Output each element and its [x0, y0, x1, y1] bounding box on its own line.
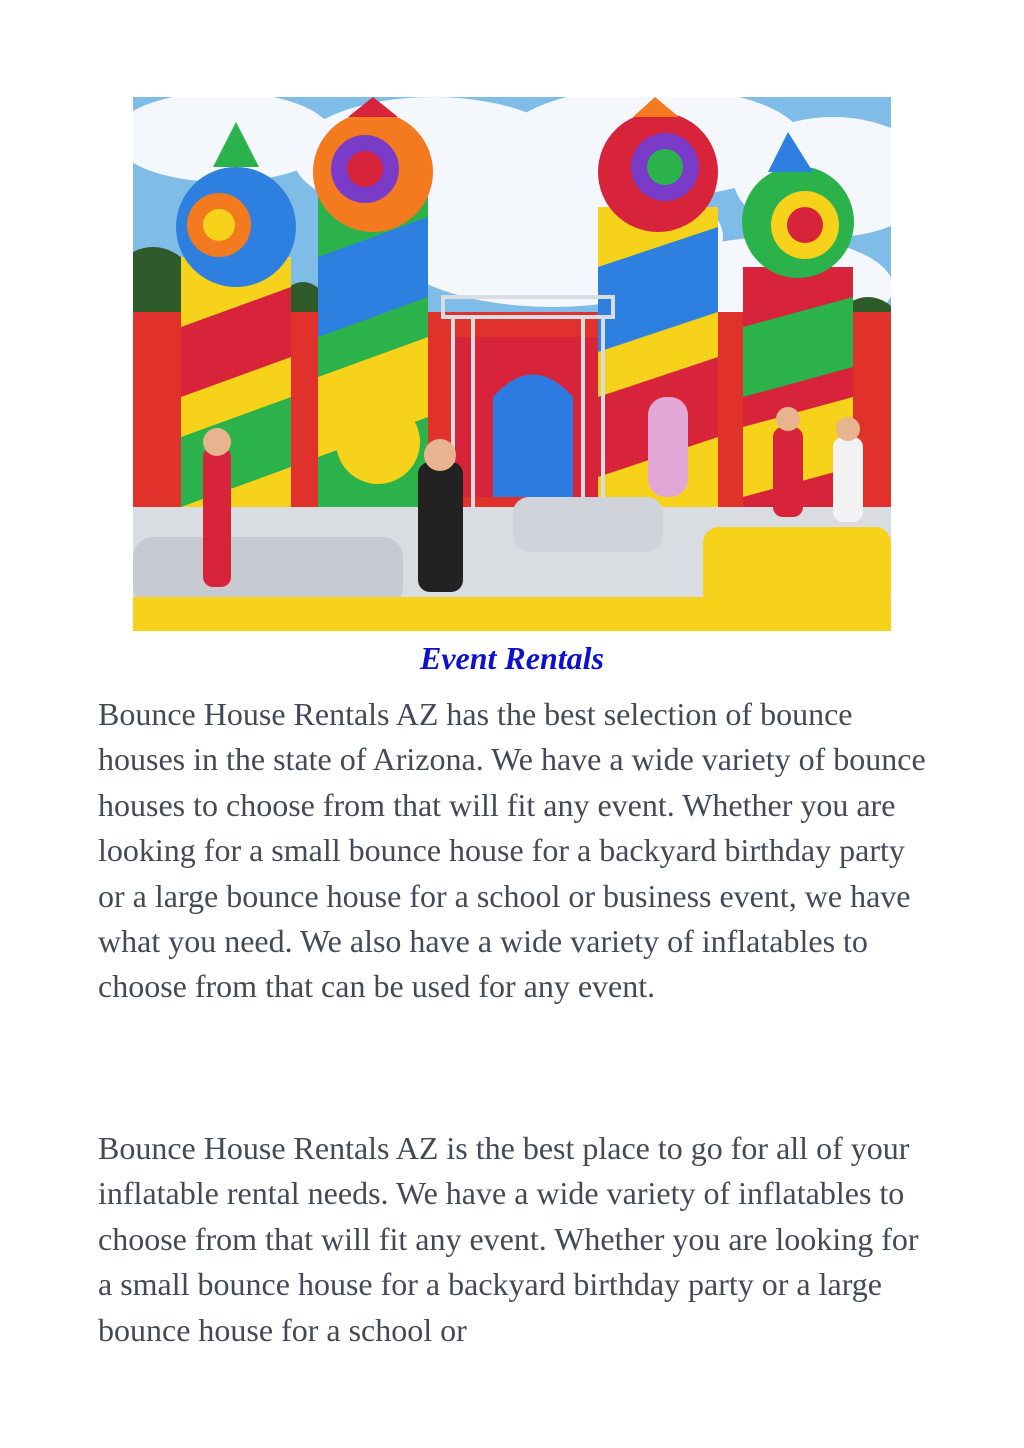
body-paragraph: Bounce House Rentals AZ is the best place to go for all of your inflatable rental needs. We have a wide variety of inflatables to choose from that will fit any event. Whether you are looking for a small bounce house for a backyard birthday party or a large bounce house for a school or	[98, 1130, 919, 1348]
body-paragraph: Bounce House Rentals AZ has the best selection of bounce houses in the state of Arizona. We have a wide variety of bounce houses to choose from that will fit any event. Whether you are looking for a small bounce house for a backyard birthday party or a large bounce house for a school or business event, we have what you need. We also have a wide variety of inflatables to choose from that can be used for any event.	[98, 696, 926, 1005]
figure-caption: Event Rentals	[419, 640, 604, 676]
inflatable-castle-photo	[133, 97, 891, 631]
